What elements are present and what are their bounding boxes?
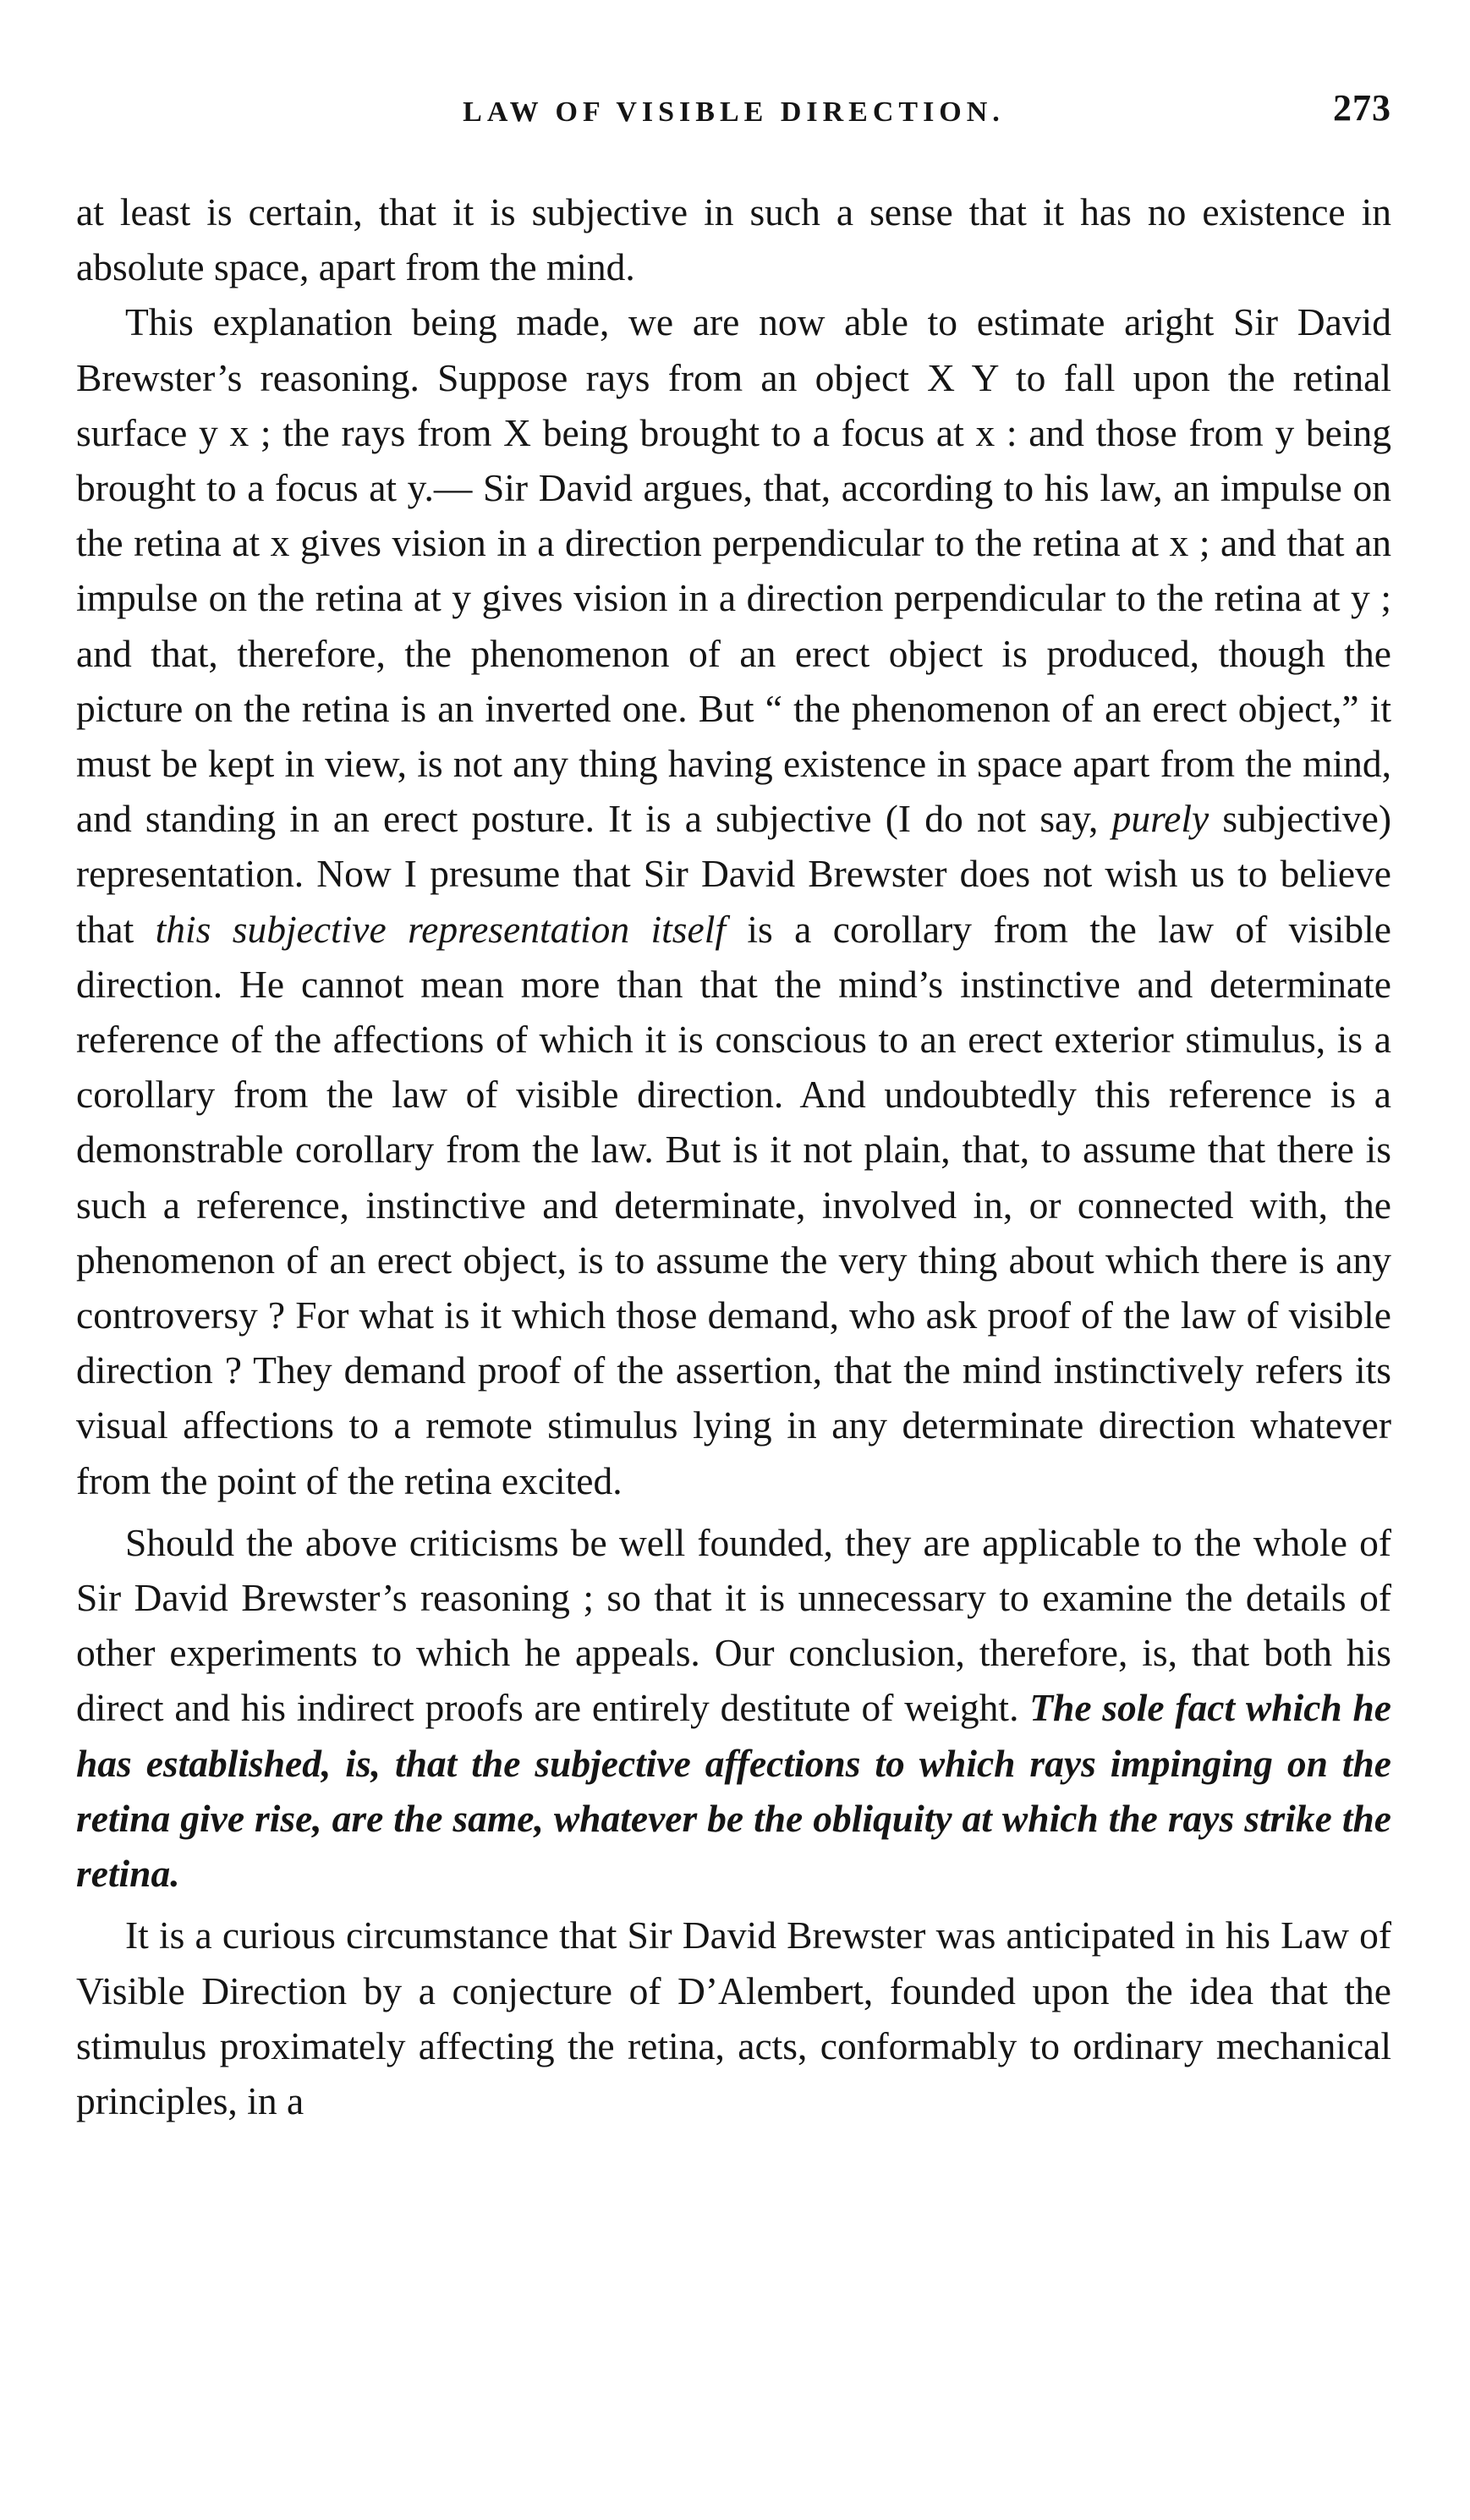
text-span: at least is certain, that it is subjective in such a sense that it has no existence in absolute space, apart from the mind.: [76, 190, 1391, 289]
page-body: [76, 184, 1391, 2128]
page-number: 273: [1333, 87, 1391, 129]
italic-text-span: this subjective representation itself: [155, 907, 726, 951]
running-head: LAW OF VISIBLE DIRECTION.: [463, 96, 1005, 128]
text-span: This explanation being made, we are now able to estimate aright Sir David Brewster’s reasoning. Suppose rays from an object X Y to fall upon the retinal surface y x ; the rays from X being brought to a focus at x : and those from y being brought to a focus at y.— Sir David argues, that, according to his law, an impulse on the retina at x gives vision in a direction perpendicular to the retina at x ; and that an impulse on the retina at y gives vision in a direction perpendicular to the retina at y ; and that, therefore, the phenomenon of an erect object is produced, though the picture on the retina is an inverted one. But “ the phenomenon of an erect object,” it must be kept in view, is not any thing having existence in space apart from the mind, and standing in an erect posture. It is a subjective (I do not say,: [76, 300, 1391, 841]
italic-text-span: purely: [1111, 797, 1209, 841]
book-page: [76, 81, 1391, 2501]
text-span: Should the above criticisms be well founded, they are applicable to the whole of Sir David Brewster’s reasoning ; so that it is unnecessary to examine the details of other experiments to which he appeals. Our conclusion, therefore, is, that both his direct and his indirect proofs are entirely destitute of weight.: [76, 1520, 1391, 1730]
paragraph: [76, 294, 1391, 1507]
page-header: [76, 81, 1391, 162]
paragraph: [76, 184, 1391, 294]
bold-italic-text-span: The sole fact which he has established, is, that the subjective affections to which rays impinging on the retina give rise, are the same, whatever be the obliquity at which the rays strike the retina.: [76, 1686, 1391, 1896]
paragraph: [76, 1515, 1391, 1901]
text-span: subjective) representation. Now I presume that Sir David Brewster does not wish us to believe that: [76, 797, 1391, 951]
paragraph: [76, 1908, 1391, 2128]
text-span: is a corollary from the law of visible direction. He cannot mean more than that the mind’s instinctive and determinate reference of the affections of which it is conscious to an erect exterior stimulus, is a corollary from the law of visible direction. And undoubtedly this reference is a demonstrable corollary from the law. But is it not plain, that, to assume that there is such a reference, instinctive and determinate, involved in, or connected with, the phenomenon of an erect object, is to assume the very thing about which there is any controversy ? For what is it which those demand, who ask proof of the law of visible direction ? They demand proof of the assertion, that the mind instinctively refers its visual affections to a remote stimulus lying in any determinate direction whatever from the point of the retina excited.: [76, 907, 1391, 1502]
text-span: It is a curious circumstance that Sir David Brewster was anticipated in his Law of Visible Direction by a conjecture of D’Alembert, founded upon the idea that the stimulus proximately affecting the retina, acts, conformably to ordinary mechanical principles, in a: [76, 1913, 1391, 2122]
